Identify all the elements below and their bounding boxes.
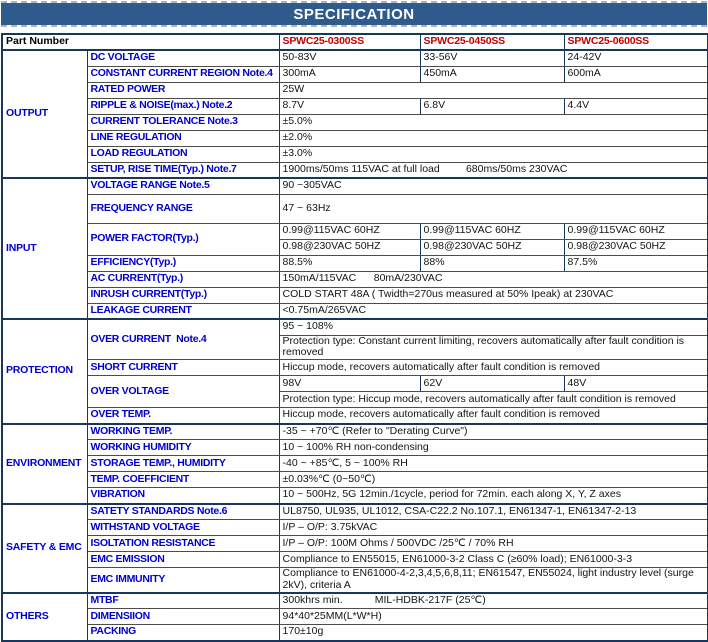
- row-label: CURRENT TOLERANCE Note.3: [87, 114, 279, 130]
- page-title: SPECIFICATION: [293, 5, 415, 23]
- table-row: [2, 424, 708, 440]
- row-value: <0.75mA/265VAC: [279, 303, 708, 319]
- section-name-protection: PROTECTION: [2, 319, 87, 424]
- table-row: [2, 271, 708, 287]
- specification-table: [1, 33, 708, 642]
- row-label: STORAGE TEMP., HUMIDITY: [87, 456, 279, 472]
- row-label: LEAKAGE CURRENT: [87, 303, 279, 319]
- table-row: [2, 130, 708, 146]
- table-row: [2, 593, 708, 609]
- row-value: 300mA: [279, 66, 420, 82]
- row-value: Compliance to EN61000-4-2,3,4,5,6,8,11; EN61547, EN55024, light industry level (surge 2kV), criteria A: [279, 568, 708, 593]
- part-number: SPWC25-0600SS: [564, 34, 708, 50]
- table-row: [2, 376, 708, 392]
- row-value: Hiccup mode, recovers automatically after fault condition is removed: [279, 360, 708, 376]
- row-label: WITHSTAND VOLTAGE: [87, 520, 279, 536]
- section-name-safety-emc: SAFETY & EMC: [2, 504, 87, 593]
- table-row: [2, 146, 708, 162]
- row-label: SATETY STANDARDS Note.6: [87, 504, 279, 520]
- row-value: 25W: [279, 82, 708, 98]
- table-row: [2, 440, 708, 456]
- row-value: 33-56V: [420, 50, 564, 66]
- row-label: OVER CURRENT Note.4: [87, 319, 279, 360]
- row-value: 87.5%: [564, 255, 708, 271]
- row-value: 170±10g: [279, 625, 708, 641]
- part-number: SPWC25-0450SS: [420, 34, 564, 50]
- section-name-input: INPUT: [2, 178, 87, 319]
- specification-header-band: [1, 1, 707, 27]
- row-value: ±2.0%: [279, 130, 708, 146]
- table-row: [2, 472, 708, 488]
- row-label: VOLTAGE RANGE Note.5: [87, 178, 279, 194]
- row-label: SETUP, RISE TIME(Typ.) Note.7: [87, 162, 279, 178]
- row-value: 450mA: [420, 66, 564, 82]
- row-label: PACKING: [87, 625, 279, 641]
- section-name-output: OUTPUT: [2, 50, 87, 178]
- row-value: 8.7V: [279, 98, 420, 114]
- table-row: [2, 488, 708, 504]
- row-value: 6.8V: [420, 98, 564, 114]
- table-row: [2, 456, 708, 472]
- row-label: LINE REGULATION: [87, 130, 279, 146]
- table-row: [2, 408, 708, 424]
- table-row: [2, 536, 708, 552]
- table-row: [2, 255, 708, 271]
- row-value: 94*40*25MM(L*W*H): [279, 609, 708, 625]
- table-row: [2, 504, 708, 520]
- row-value: 1900ms/50ms 115VAC at full load 680ms/50ms 230VAC: [279, 162, 708, 178]
- table-row: [2, 114, 708, 130]
- row-value: 47 ~ 63Hz: [279, 194, 708, 223]
- row-label: OVER TEMP.: [87, 408, 279, 424]
- row-label: WORKING HUMIDITY: [87, 440, 279, 456]
- row-value: Protection type: Constant current limiting, recovers automatically after fault condition is removed: [279, 335, 708, 360]
- row-label: DIMENSIION: [87, 609, 279, 625]
- row-value: 48V: [564, 376, 708, 392]
- row-value: 50-83V: [279, 50, 420, 66]
- row-value: 10 ~ 500Hz, 5G 12min./1cycle, period for 72min. each along X, Y, Z axes: [279, 488, 708, 504]
- row-label: LOAD REGULATION: [87, 146, 279, 162]
- part-number-row: [2, 34, 708, 50]
- row-label: WORKING TEMP.: [87, 424, 279, 440]
- row-value: -35 ~ +70℃ (Refer to "Derating Curve"): [279, 424, 708, 440]
- table-row: [2, 625, 708, 641]
- row-value: -40 ~ +85℃, 5 ~ 100% RH: [279, 456, 708, 472]
- row-label: DC VOLTAGE: [87, 50, 279, 66]
- table-row: [2, 50, 708, 66]
- table-row: [2, 360, 708, 376]
- row-value: 95 ~ 108%: [279, 319, 708, 335]
- row-value: 0.98@230VAC 50HZ: [564, 239, 708, 255]
- row-label: OVER VOLTAGE: [87, 376, 279, 408]
- table-row: [2, 609, 708, 625]
- table-row: [2, 552, 708, 568]
- section-name-environment: ENVIRONMENT: [2, 424, 87, 504]
- row-value: 0.98@230VAC 50HZ: [420, 239, 564, 255]
- row-label: CONSTANT CURRENT REGION Note.4: [87, 66, 279, 82]
- row-value: ±0.03%℃ (0~50℃): [279, 472, 708, 488]
- row-label: POWER FACTOR(Typ.): [87, 223, 279, 255]
- row-value: Compliance to EN55015, EN61000-3-2 Class C (≥60% load); EN61000-3-3: [279, 552, 708, 568]
- row-value: 0.99@115VAC 60HZ: [279, 223, 420, 239]
- row-value: 88.5%: [279, 255, 420, 271]
- row-label: VIBRATION: [87, 488, 279, 504]
- part-number: SPWC25-0300SS: [279, 34, 420, 50]
- row-value: 10 ~ 100% RH non-condensing: [279, 440, 708, 456]
- row-value: 90 ~305VAC: [279, 178, 708, 194]
- row-value: I/P – O/P: 3.75kVAC: [279, 520, 708, 536]
- row-label: INRUSH CURRENT(Typ.): [87, 287, 279, 303]
- table-row: [2, 82, 708, 98]
- row-label: EMC IMMUNITY: [87, 568, 279, 593]
- row-value: Hiccup mode, recovers automatically after fault condition is removed: [279, 408, 708, 424]
- row-label: EMC EMISSION: [87, 552, 279, 568]
- row-value: 150mA/115VAC 80mA/230VAC: [279, 271, 708, 287]
- row-value: ±3.0%: [279, 146, 708, 162]
- section-name-others: OTHERS: [2, 593, 87, 641]
- row-label: FREQUENCY RANGE: [87, 194, 279, 223]
- row-value: 600mA: [564, 66, 708, 82]
- row-label: MTBF: [87, 593, 279, 609]
- table-row: [2, 194, 708, 223]
- table-row: [2, 162, 708, 178]
- row-value: 0.99@115VAC 60HZ: [564, 223, 708, 239]
- table-row: [2, 303, 708, 319]
- table-row: [2, 520, 708, 536]
- row-value: Protection type: Hiccup mode, recovers automatically after fault condition is removed: [279, 392, 708, 408]
- row-value: 0.99@115VAC 60HZ: [420, 223, 564, 239]
- row-value: 300khrs min. MIL-HDBK-217F (25℃): [279, 593, 708, 609]
- row-label: SHORT CURRENT: [87, 360, 279, 376]
- table-row: [2, 287, 708, 303]
- row-label: RIPPLE & NOISE(max.) Note.2: [87, 98, 279, 114]
- row-value: 0.98@230VAC 50HZ: [279, 239, 420, 255]
- row-value: UL8750, UL935, UL1012, CSA-C22.2 No.107.1, EN61347-1, EN61347-2-13: [279, 504, 708, 520]
- row-value: 24-42V: [564, 50, 708, 66]
- table-row: [2, 66, 708, 82]
- row-label: ISOLTATION RESISTANCE: [87, 536, 279, 552]
- row-value: ±5.0%: [279, 114, 708, 130]
- row-label: AC CURRENT(Typ.): [87, 271, 279, 287]
- table-row: [2, 319, 708, 335]
- specification-header: [1, 3, 707, 25]
- row-label: EFFICIENCY(Typ.): [87, 255, 279, 271]
- row-value: 62V: [420, 376, 564, 392]
- row-value: 88%: [420, 255, 564, 271]
- table-row: [2, 223, 708, 239]
- table-row: [2, 178, 708, 194]
- part-number-label: Part Number: [2, 34, 279, 50]
- row-value: 4.4V: [564, 98, 708, 114]
- row-label: TEMP. COEFFICIENT: [87, 472, 279, 488]
- row-label: RATED POWER: [87, 82, 279, 98]
- row-value: 98V: [279, 376, 420, 392]
- row-value: COLD START 48A ( Twidth=270us measured at 50% Ipeak) at 230VAC: [279, 287, 708, 303]
- table-row: [2, 568, 708, 593]
- table-row: [2, 98, 708, 114]
- row-value: I/P – O/P: 100M Ohms / 500VDC /25℃ / 70% RH: [279, 536, 708, 552]
